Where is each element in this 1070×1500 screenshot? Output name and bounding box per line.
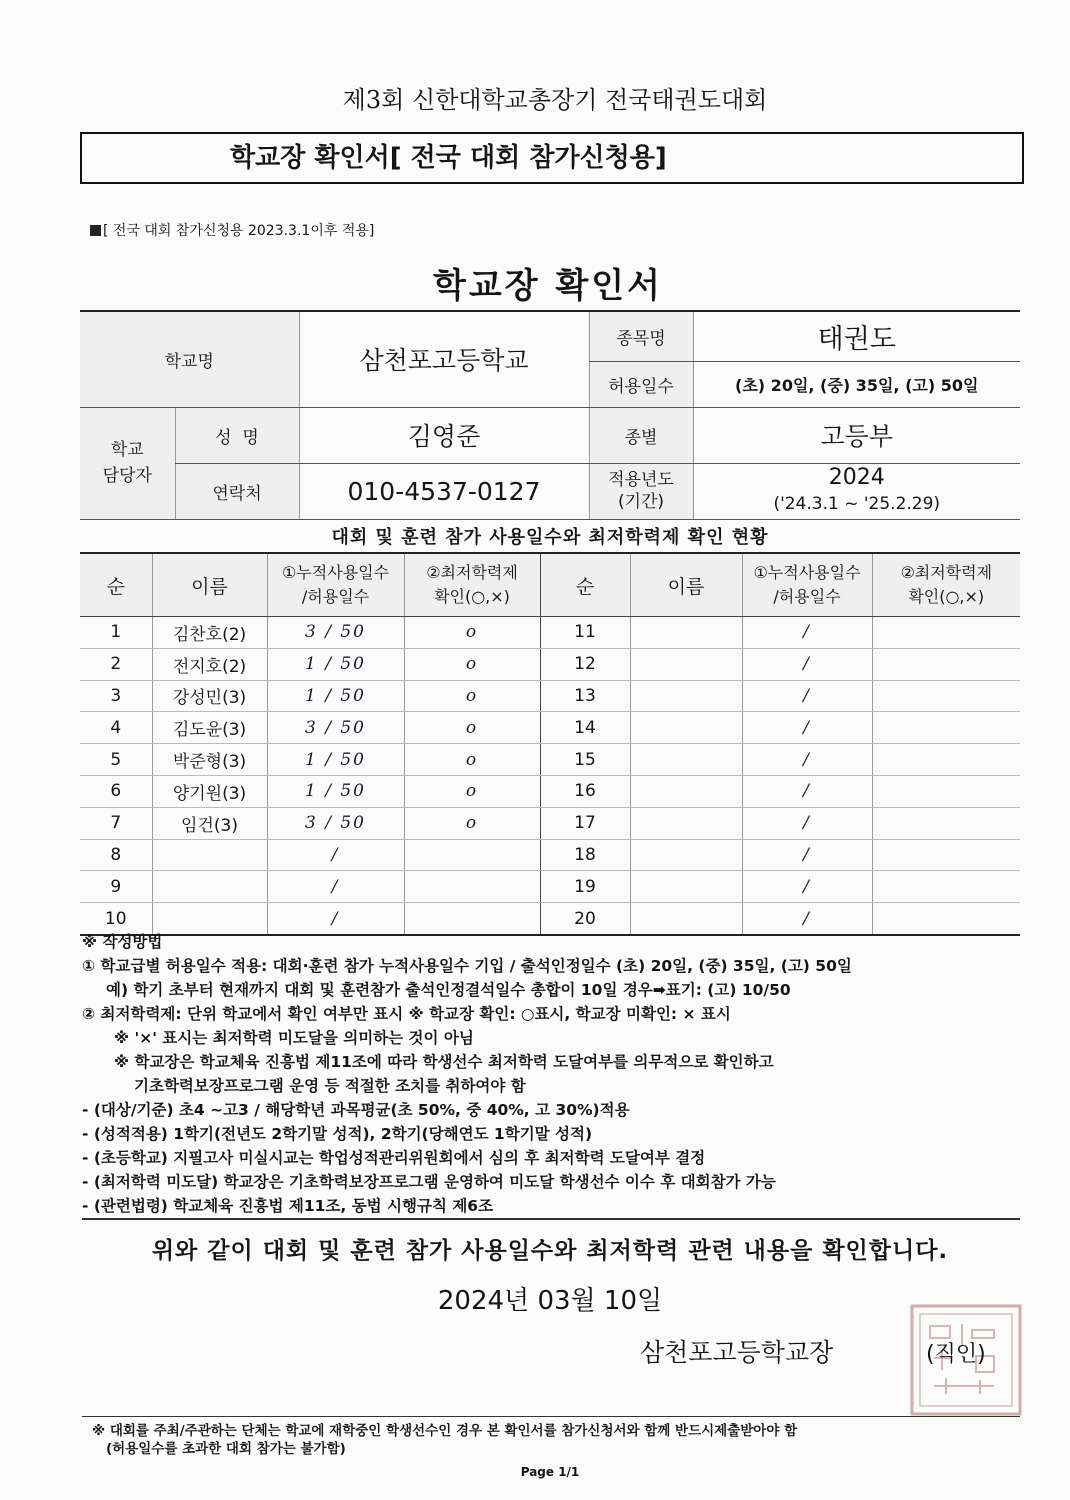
manager-label-line1: 학교: [110, 440, 144, 460]
student-name: 강성민(3): [152, 680, 267, 712]
instruction-line: - (대상/기준) 초4 ~고3 / 해당학년 과목평균(초 50%, 중 40%, 고 30%)적용: [82, 1101, 630, 1119]
sport-value: 태권도: [693, 311, 1020, 361]
row-no: 19: [540, 871, 630, 903]
instruction-line: ② 최저학력제: 단위 학교에서 확인 여부만 표시 ※ 학교장 확인: ○표시, 학교장 미확인: × 표시: [82, 1005, 731, 1023]
header-days-right-1: ①누적사용일수: [753, 563, 861, 582]
instruction-line: ① 학교급별 허용일수 적용: 대회·훈련 참가 누적사용일수 기입 / 출석인정일수 (초) 20일, (중) 35일, (고) 50일: [82, 957, 852, 975]
check-mark: o: [404, 775, 540, 807]
header-check-right-2: 확인(○,×): [908, 587, 985, 606]
apply-year-label-line1: 적용년도: [608, 470, 674, 490]
instruction-line: 예) 학기 초부터 현재까지 대회 및 훈련참가 출석인정결석일수 총합이 10일 경우➡표기: (고) 10/50: [106, 981, 791, 999]
top-note-text: [ 전국 대회 참가신청용 2023.3.1이후 적용]: [103, 223, 375, 239]
row-no: 8: [80, 839, 152, 871]
student-name: 김찬호(2): [152, 617, 267, 649]
apply-year: 2024: [828, 465, 885, 490]
days-used: /: [742, 775, 872, 807]
check-mark: o: [404, 680, 540, 712]
divider: [82, 1218, 1020, 1220]
student-name: 박준형(3): [152, 744, 267, 776]
school-value: 삼천포고등학교: [299, 311, 589, 407]
student-name: [152, 839, 267, 871]
table-row: [80, 807, 1020, 839]
days-used: 1 / 50: [267, 680, 404, 712]
document-title: 학교장 확인서: [433, 266, 663, 306]
row-no: 2: [80, 648, 152, 680]
days-used: /: [267, 903, 404, 935]
header-days-left-1: ①누적사용일수: [281, 563, 390, 582]
footer-note: [92, 1422, 797, 1458]
days-used: /: [742, 617, 872, 649]
confirmation-statement: 위와 같이 대회 및 훈련 참가 사용일수와 최저학력 관련 내용을 확인합니다.: [151, 1238, 949, 1264]
table-row: [80, 648, 1020, 680]
check-mark: o: [404, 807, 540, 839]
instruction-line: ※ '×' 표시는 최저학력 미도달을 의미하는 것이 아님: [114, 1029, 474, 1047]
footer-divider: [82, 1416, 1020, 1417]
manager-label-line2: 담당자: [102, 466, 152, 486]
row-no: 9: [80, 871, 152, 903]
header-check-left-2: 확인(○,×): [434, 587, 510, 606]
row-no: 1: [80, 617, 152, 649]
student-name: [630, 839, 742, 871]
table-row: [80, 839, 1020, 871]
days-used: /: [267, 839, 404, 871]
header-name-left: 이름: [152, 553, 267, 617]
row-no: 6: [80, 775, 152, 807]
header-no-right: 순: [540, 553, 630, 617]
days-used: 3 / 50: [267, 617, 404, 649]
event-title: 제3회 신한대학교총장기 전국태권도대회: [342, 86, 768, 114]
header-check-left-1: ②최저학력제: [426, 563, 518, 582]
check-mark: [872, 744, 1020, 776]
instruction-line: - (성적적용) 1학기(전년도 2학기말 성적), 2학기(당해연도 1학기말 성적): [82, 1125, 593, 1143]
days-used: /: [742, 712, 872, 744]
days-used: /: [742, 744, 872, 776]
check-mark: o: [404, 617, 540, 649]
check-mark: o: [404, 648, 540, 680]
instructions: [82, 930, 1012, 1218]
student-name: 양기원(3): [152, 775, 267, 807]
instruction-line: 기초학력보장프로그램 운영 등 적절한 조치를 취하여야 함: [134, 1077, 526, 1095]
row-no: 16: [540, 775, 630, 807]
check-mark: o: [404, 712, 540, 744]
student-name: 김도윤(3): [152, 712, 267, 744]
manager-name-value: 김영준: [299, 407, 589, 463]
student-name: [630, 617, 742, 649]
days-used: 1 / 50: [267, 775, 404, 807]
student-name: [152, 871, 267, 903]
instruction-line: ※ 학교장은 학교체육 진흥법 제11조에 따라 학생선수 최저학력 도달여부를 의무적으로 확인하고: [114, 1053, 774, 1071]
division-value: 고등부: [693, 407, 1020, 463]
name-label: 성 명: [175, 407, 299, 463]
instruction-line: - (최저학력 미도달) 학교장은 기초학력보장프로그램 운영하여 미도달 학생선수 이수 후 대회참가 가능: [82, 1173, 776, 1191]
days-used: /: [267, 871, 404, 903]
student-name: [630, 744, 742, 776]
contact-value: 010-4537-0127: [299, 463, 589, 519]
header-days-left: [267, 553, 404, 617]
days-used: /: [742, 680, 872, 712]
apply-year-label: [589, 463, 693, 519]
row-no: 11: [540, 617, 630, 649]
row-no: 7: [80, 807, 152, 839]
table-row: [80, 871, 1020, 903]
header-name-right: 이름: [630, 553, 742, 617]
student-name: 임건(3): [152, 807, 267, 839]
allowed-days-value: (초) 20일, (중) 35일, (고) 50일: [693, 361, 1020, 407]
row-no: 4: [80, 712, 152, 744]
check-mark: o: [404, 744, 540, 776]
banner-title: 학교장 확인서[ 전국 대회 참가신청용]: [80, 132, 1024, 184]
instruction-line: - (관련법령) 학교체육 진흥법 제11조, 동법 시행규칙 제6조: [82, 1197, 494, 1215]
days-used: /: [742, 807, 872, 839]
apply-year-value: [693, 463, 1020, 519]
footer-line-1: ※ 대회를 주최/주관하는 단체는 학교에 재학중인 학생선수인 경우 본 확인서를 참가신청서와 함께 반드시제출받아야 함: [92, 1423, 798, 1439]
student-name: [630, 648, 742, 680]
seal-label: (직인): [926, 1342, 986, 1367]
days-used: 1 / 50: [267, 648, 404, 680]
days-used: 1 / 50: [267, 744, 404, 776]
days-used: /: [742, 903, 872, 935]
table-row: [80, 775, 1020, 807]
header-check-right: [872, 553, 1020, 617]
check-mark: [872, 775, 1020, 807]
square-bullet-icon: [90, 225, 101, 236]
status-title: 대회 및 훈련 참가 사용일수와 최저학력제 확인 현황: [331, 527, 769, 548]
days-used: 3 / 50: [267, 712, 404, 744]
row-no: 5: [80, 744, 152, 776]
row-no: 18: [540, 839, 630, 871]
header-check-right-1: ②최저학력제: [900, 563, 993, 582]
header-days-left-2: /허용일수: [301, 587, 370, 606]
page-number: Page 1/1: [520, 1465, 580, 1479]
student-name: [630, 871, 742, 903]
header-check-left: [404, 553, 540, 617]
row-no: 15: [540, 744, 630, 776]
check-mark: [404, 839, 540, 871]
footer-line-2: (허용일수를 초과한 대회 참가는 불가함): [106, 1441, 346, 1457]
student-name: [630, 775, 742, 807]
student-name: [630, 807, 742, 839]
table-row: [80, 617, 1020, 649]
row-no: 17: [540, 807, 630, 839]
days-used: /: [742, 648, 872, 680]
student-name: 전지호(2): [152, 648, 267, 680]
header-no-left: 순: [80, 553, 152, 617]
check-mark: [872, 680, 1020, 712]
top-note: [90, 220, 374, 240]
check-mark: [872, 871, 1020, 903]
header-days-right: [742, 553, 872, 617]
row-no: 13: [540, 680, 630, 712]
issue-date: 2024년 03월 10일: [437, 1286, 663, 1316]
roster-table: [80, 552, 1020, 936]
apply-period: ('24.3.1 ~ '25.2.29): [773, 494, 941, 514]
days-used: 3 / 50: [267, 807, 404, 839]
check-mark: [872, 648, 1020, 680]
row-no: 20: [540, 903, 630, 935]
check-mark: [872, 839, 1020, 871]
row-no: 12: [540, 648, 630, 680]
check-mark: [872, 807, 1020, 839]
check-mark: [872, 617, 1020, 649]
row-no: 10: [80, 903, 152, 935]
apply-year-label-line2: (기간): [617, 492, 665, 512]
school-label: 학교명: [80, 311, 299, 407]
table-row: [80, 680, 1020, 712]
instruction-line: ※ 작성방법: [82, 933, 163, 951]
sport-label: 종목명: [589, 311, 693, 361]
student-name: [630, 680, 742, 712]
contact-label: 연락처: [175, 463, 299, 519]
principal-name: 삼천포고등학교장: [640, 1338, 834, 1367]
table-row: [80, 744, 1020, 776]
days-used: /: [742, 839, 872, 871]
check-mark: [404, 871, 540, 903]
row-no: 14: [540, 712, 630, 744]
allowed-days-label: 허용일수: [589, 361, 693, 407]
school-info-table: [80, 310, 1020, 520]
student-name: [630, 712, 742, 744]
division-label: 종별: [589, 407, 693, 463]
instruction-line: - (초등학교) 지필고사 미실시교는 학업성적관리위원회에서 심의 후 최저학력 도달여부 결정: [82, 1149, 706, 1167]
table-row: [80, 712, 1020, 744]
header-days-right-2: /허용일수: [773, 587, 841, 606]
check-mark: [872, 712, 1020, 744]
row-no: 3: [80, 680, 152, 712]
days-used: /: [742, 871, 872, 903]
manager-label: [80, 407, 175, 519]
